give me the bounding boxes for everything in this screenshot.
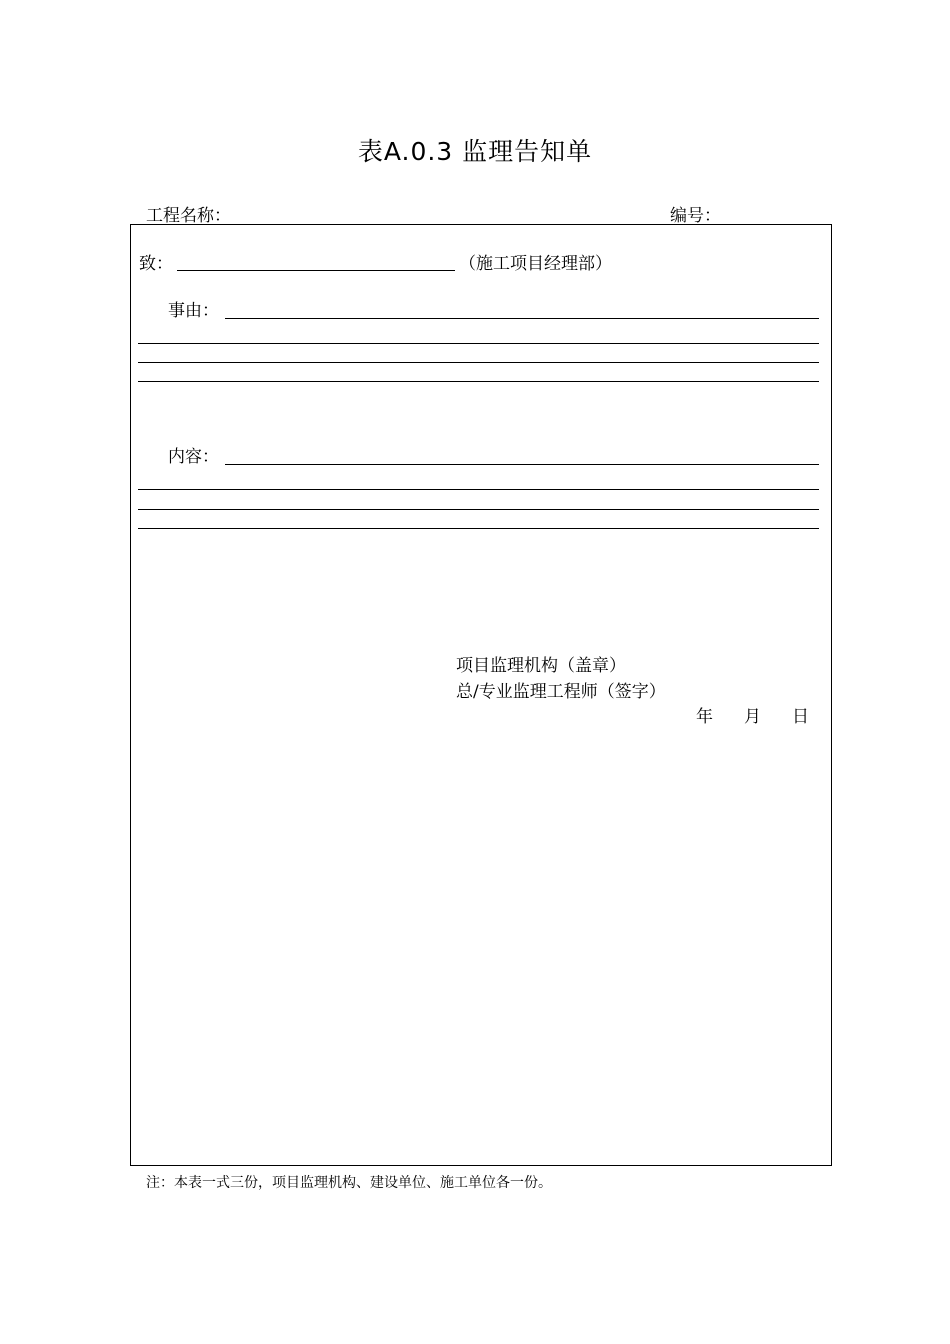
date-year-label: 年 (696, 707, 713, 727)
form-title: 表A.0.3 监理告知单 (357, 137, 593, 166)
reason-line-3[interactable] (138, 362, 819, 363)
date-day-label: 日 (792, 707, 809, 727)
content-line-3[interactable] (138, 509, 819, 510)
reason-line-4[interactable] (138, 381, 819, 382)
org-seal-label: 项目监理机构（盖章） (456, 656, 626, 676)
project-name-label: 工程名称： (146, 206, 231, 226)
date-month-label: 月 (744, 707, 761, 727)
reason-field-line[interactable] (225, 318, 819, 319)
reason-label: 事由： (168, 301, 219, 321)
content-line-2[interactable] (138, 489, 819, 490)
content-label: 内容： (168, 447, 219, 467)
engineer-sign-label: 总/专业监理工程师（签字） (456, 682, 666, 702)
to-label: 致： (139, 254, 173, 274)
footnote: 注：本表一式三份，项目监理机构、建设单位、施工单位各一份。 (146, 1175, 552, 1191)
content-line-4[interactable] (138, 528, 819, 529)
to-field-line[interactable] (177, 270, 455, 271)
to-suffix: （施工项目经理部） (459, 254, 612, 274)
reason-line-2[interactable] (138, 343, 819, 344)
content-field-line[interactable] (225, 464, 819, 465)
number-label: 编号： (670, 206, 721, 226)
